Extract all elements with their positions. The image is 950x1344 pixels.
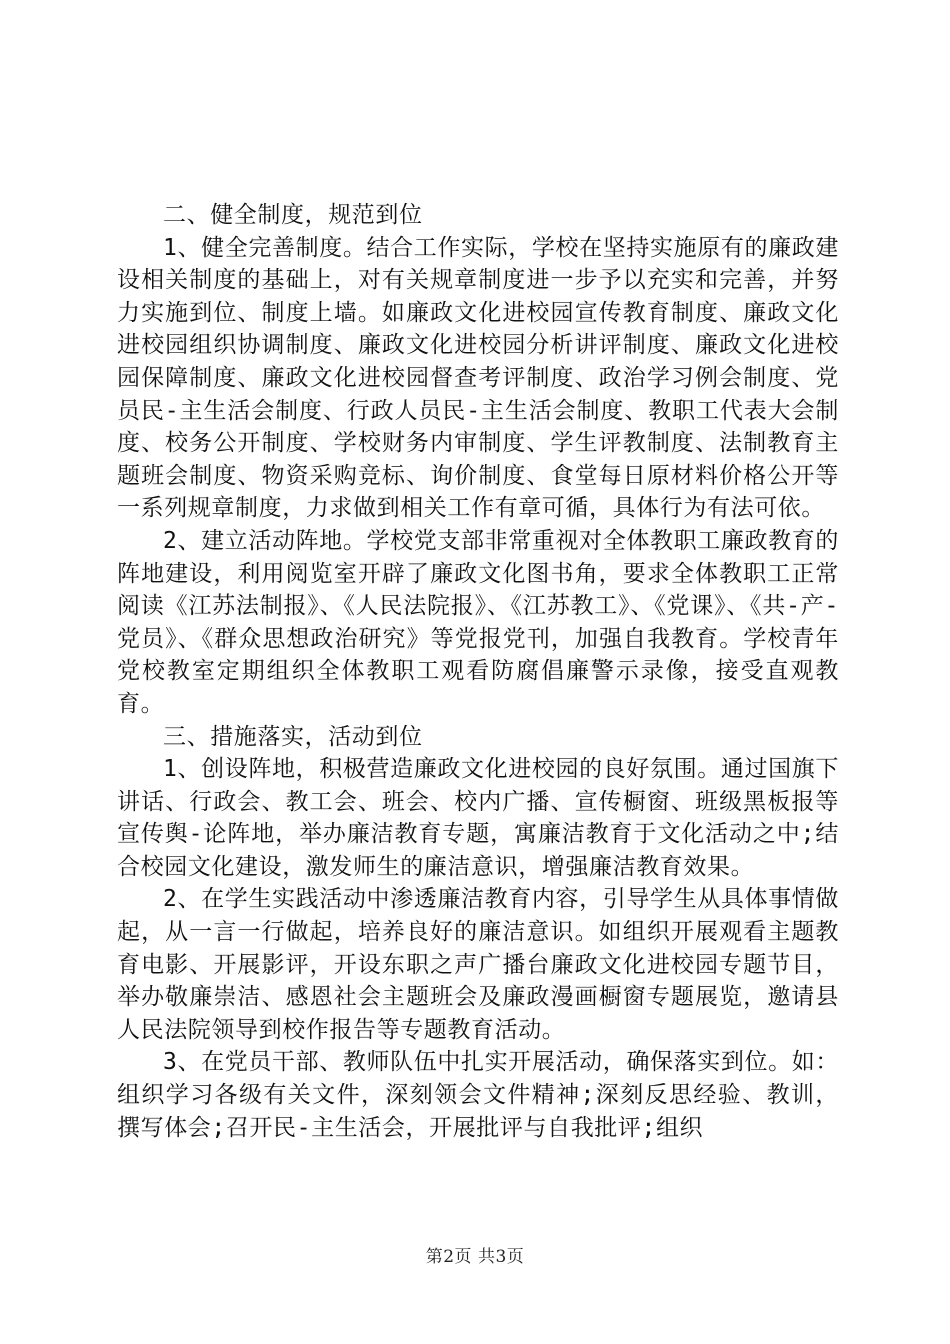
paragraph-2-2: 2、建立活动阵地。学校党支部非常重视对全体教职工廉政教育的阵地建设，利用阅览室开辟了廉政文化图书角，要求全体教职工正常阅读《江苏法制报》、《人民法院报》、《江苏教工》、《党课》、《共-产-党员》、《群众思想政治研究》等党报党刊，加强自我教育。学校青年党校教室定期组织全体教职工观看防腐倡廉警示录像，接受直观教育。 <box>117 527 839 717</box>
paragraph-3-1: 1、创设阵地，积极营造廉政文化进校园的良好氛围。通过国旗下讲话、行政会、教工会、班会、校内广播、宣传橱窗、班级黑板报等宣传舆-论阵地，举办廉洁教育专题，寓廉洁教育于文化活动之中;结合校园文化建设，激发师生的廉洁意识，增强廉洁教育效果。 <box>117 756 839 880</box>
section-heading-2: 二、健全制度，规范到位 <box>163 202 423 228</box>
section-heading-3: 三、措施落实，活动到位 <box>163 723 423 750</box>
document-body <box>117 199 839 1144</box>
paragraph-2-1: 1、健全完善制度。结合工作实际，学校在坚持实施原有的廉政建设相关制度的基础上，对有关规章制度进一步予以充实和完善，并努力实施到位、制度上墙。如廉政文化进校园宣传教育制度、廉政文化进校园组织协调制度、廉政文化进校园分析讲评制度、廉政文化进校园保障制度、廉政文化进校园督查考评制度、政治学习例会制度、党员民-主生活会制度、行政人员民-主生活会制度、教职工代表大会制度、校务公开制度、学校财务内审制度、学生评教制度、法制教育主题班会制度、物资采购竞标、询价制度、食堂每日原材料价格公开等一系列规章制度，力求做到相关工作有章可循，具体行为有法可依。 <box>117 234 839 522</box>
page-number-footer: 第2页 共3页 <box>425 1247 525 1267</box>
paragraph-3-3: 3、在党员干部、教师队伍中扎实开展活动，确保落实到位。如：组织学习各级有关文件，深刻领会文件精神;深刻反思经验、教训，撰写体会;召开民-主生活会，开展批评与自我批评;组织 <box>117 1049 839 1141</box>
paragraph-3-2: 2、在学生实践活动中渗透廉洁教育内容，引导学生从具体事情做起，从一言一行做起，培养良好的廉洁意识。如组织开展观看主题教育电影、开展影评，开设东职之声广播台廉政文化进校园专题节目，举办敬廉崇洁、感恩社会主题班会及廉政漫画橱窗专题展览，邀请县人民法院领导到校作报告等专题教育活动。 <box>117 886 839 1043</box>
